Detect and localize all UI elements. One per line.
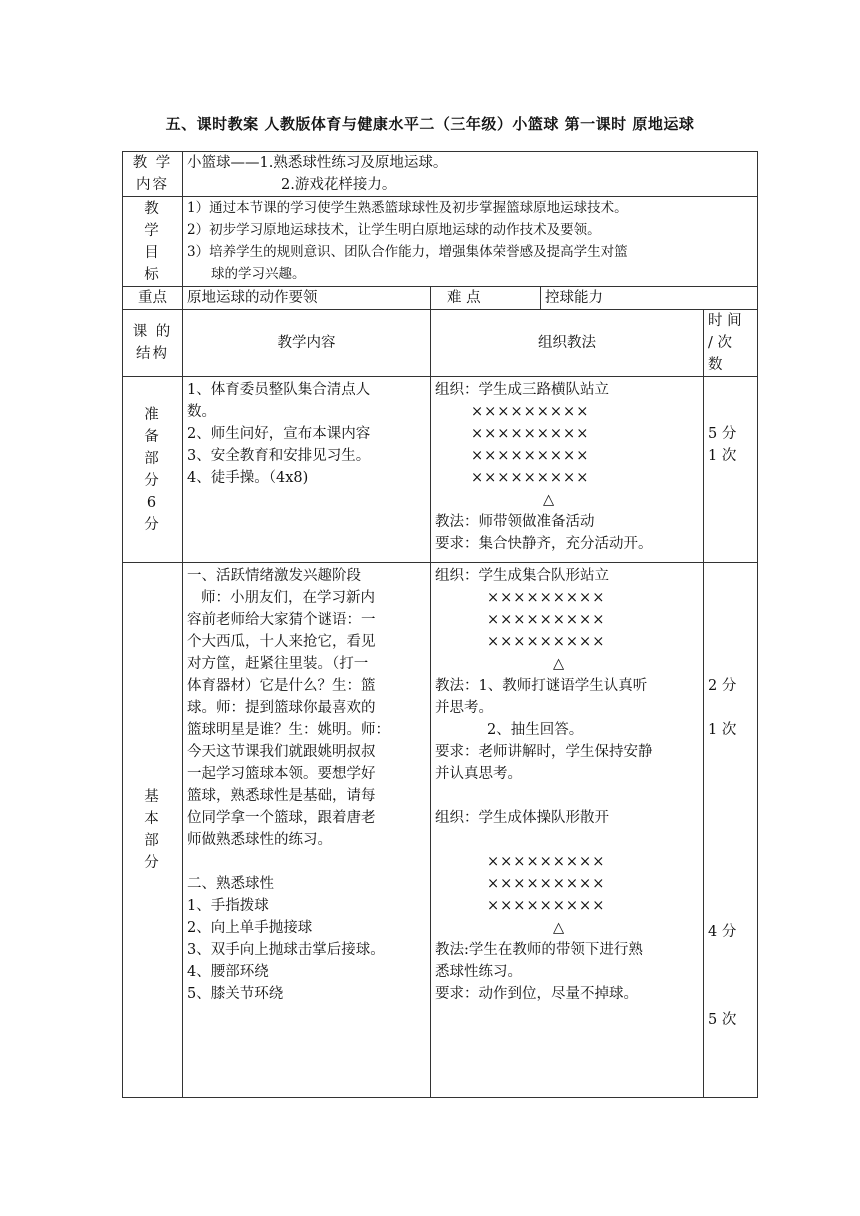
basic-row [123, 563, 758, 1098]
goal-row [123, 197, 758, 287]
goal-value: 1）通过本节课的学习使学生熟悉篮球球性及初步掌握篮球原地运球技术。 2）初步学习原地运球技术，让学生明白原地运球的动作技术及要领。 3）培养学生的规则意识、团队合作能力，增强集体荣誉感及提高学生对篮 球的学习兴趣。 [183, 197, 758, 287]
key-label: 重点 [123, 287, 183, 310]
teacher-triangle: △ [553, 920, 565, 936]
basic-label: 基 本 部 分 [123, 563, 183, 1098]
teacher-triangle: △ [543, 492, 555, 508]
page-title: 五、课时教案 人教版体育与健康水平二（三年级）小篮球 第一课时 原地运球 [165, 115, 695, 133]
prep-label: 准 备 部 分 6 分 [123, 377, 183, 563]
prep-row [123, 377, 758, 563]
formation-row: ××××××××× [487, 876, 606, 892]
formation-row: ××××××××× [471, 426, 590, 442]
difficulty-value: 控球能力 [541, 287, 758, 310]
formation-row: ××××××××× [487, 634, 606, 650]
prep-method: 组织：学生成三路横队站立 ××××××××× ××××××××× ××××××××× ××××××××× △ 教法：师带领做准备活动 要求：集合快静齐，充分活动开。 [431, 377, 704, 563]
prep-time: 5 分 1 次 [704, 377, 758, 563]
basic-method: 组织：学生成集合队形站立 ××××××××× ××××××××× ××××××××× △ 教法：1、教师打谜语学生认真听 并思考。 2、抽生回答。 要求：老师讲解时，学生保持安静 并认真思考。 组织：学生成体操队形散开 ××××××××× ××××××××× ××××××××× △ 教法:学生在教师的带领下进行熟 悉球性练习。 要求：动作到位，尽量不掉球。 [431, 563, 704, 1098]
time-header: 时 间 / 次 数 [704, 310, 758, 377]
formation-row: ××××××××× [487, 590, 606, 606]
formation-row: ××××××××× [471, 448, 590, 464]
header-row [123, 310, 758, 377]
content-header: 教学内容 [183, 310, 431, 377]
key-row [123, 287, 758, 310]
content-row [123, 152, 758, 197]
formation-row: ××××××××× [471, 404, 590, 420]
basic-content: 一、活跃情绪激发兴趣阶段 师：小朋友们，在学习新内 容前老师给大家猜个谜语：一 个大西瓜，十人来抢它，看见 对方筐，赶紧往里装。（打一 体育器材）它是什么？生：篮 球。师：提到篮球你最喜欢的 篮球明星是谁？生：姚明。师： 今天这节课我们就跟姚明叔叔 一起学习篮球本领。要想学好 篮球，熟悉球性是基础，请每 位同学拿一个篮球，跟着唐老 师做熟悉球性的练习。 二、熟悉球性 1、手指拨球 2、向上单手抛接球 3、双手向上抛球击掌后接球。 4、腰部环绕 5、膝关节环绕 [183, 563, 431, 1098]
goal-label: 教 学 目 标 [123, 197, 183, 287]
formation-row: ××××××××× [487, 612, 606, 628]
formation-row: ××××××××× [487, 854, 606, 870]
formation-row: ××××××××× [487, 898, 606, 914]
key-value: 原地运球的动作要领 [183, 287, 431, 310]
difficulty-label: 难 点 [431, 287, 541, 310]
method-header: 组织教法 [431, 310, 704, 377]
prep-content: 1、体育委员整队集合清点人 数。 2、师生问好，宣布本课内容 3、安全教育和安排见习生。 4、徒手操。（4x8) [183, 377, 431, 563]
content-label: 教 学 内容 [123, 152, 183, 197]
formation-row: ××××××××× [471, 470, 590, 486]
content-value: 小篮球——1.熟悉球性练习及原地运球。 2.游戏花样接力。 [183, 152, 758, 197]
basic-time: 2 分 1 次 4 分 5 次 [704, 563, 758, 1098]
lesson-plan-table [122, 151, 758, 1098]
structure-header: 课 的 结构 [123, 310, 183, 377]
teacher-triangle: △ [553, 656, 565, 672]
